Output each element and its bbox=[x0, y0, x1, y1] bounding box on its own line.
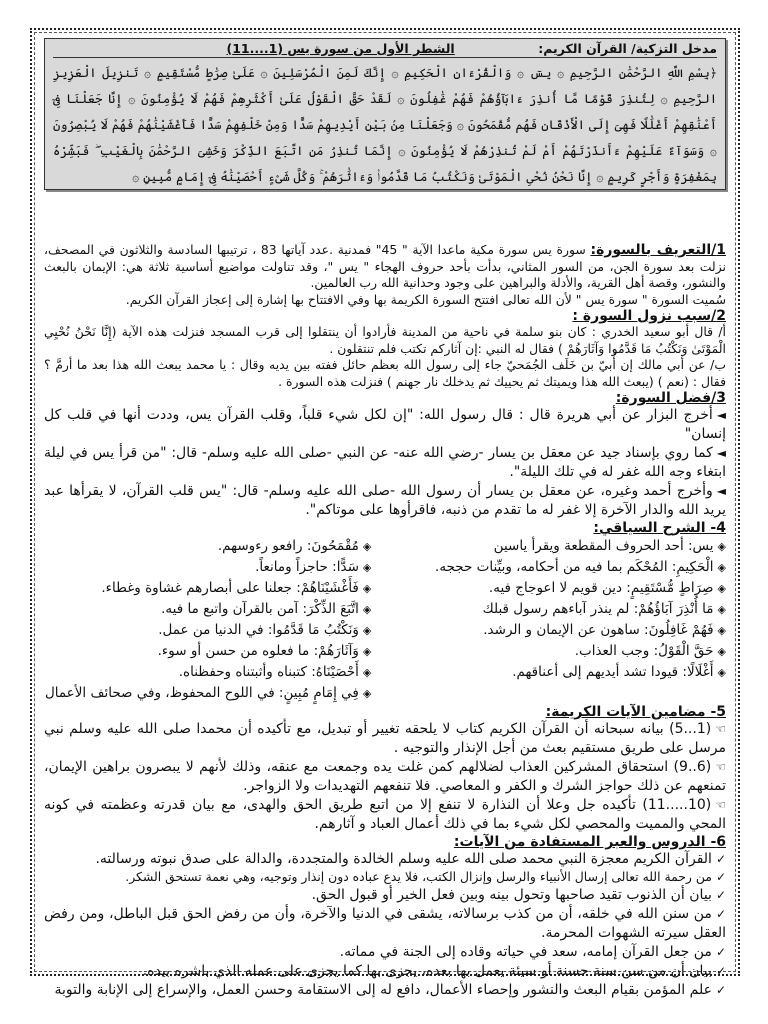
context-item: ◈مُقْمَحُونَ: رافعو رءوسهم. bbox=[44, 536, 371, 557]
diamond-icon: ◈ bbox=[362, 687, 372, 700]
contents-item: ☜(6..9) استحقاق المشركين العذاب لضلالهم كمن غلت يده وجمعت مع عنقه، وذلك لأنهم لا يبصرون براهين الإيمان، تمنعهم عن ذلك حواجز الشرك و الكفر و المعاصي. فلا تنفعهم التهديدات ولا الزواجر. bbox=[44, 759, 726, 794]
hand-pointer-icon: ☜ bbox=[715, 722, 726, 736]
context-right-column bbox=[399, 536, 726, 704]
section-revelation-title: 2/سبب نزول السورة : bbox=[572, 308, 726, 324]
diamond-icon: ◈ bbox=[717, 645, 726, 658]
diamond-icon: ◈ bbox=[717, 561, 726, 574]
lesson-item: ✓من رحمة الله تعالى إرسال الأنبياء والرسل وإنزال الكتب، فلا يدع عباده دون إنذار وتوجيه، وهي نعمة تستحق الشكر. bbox=[125, 869, 726, 884]
hand-pointer-icon: ☜ bbox=[715, 760, 726, 774]
context-item: ◈فِي إِمَامٍ مُبِينٍ: في اللوح المحفوظ، وفي صحائف الأعمال bbox=[44, 683, 371, 704]
check-icon: ✓ bbox=[715, 906, 726, 921]
lesson-item: ✓من جعل القرآن إمامه، سعد في حياته وقاده إلى الجنة في مماته. bbox=[339, 943, 726, 960]
diamond-icon: ◈ bbox=[717, 540, 726, 553]
section-context bbox=[44, 520, 726, 704]
section-definition-naming: سُميت السورة " سورة يس " لأن الله تعالى افتتح السورة الكريمة بها وفي الافتتاح بها إشارة إلى إعجاز القرآن الكريم. bbox=[125, 291, 726, 307]
revelation-b: ب/ عن أبي مالك إن أُبيّ بن خَلَف الجُمَحيّ جاء إلى رسول الله بعظم حائل ففته بين يديه وقال : يا محمد يبعث الله هذا بعد ما أرمَّ ؟ فقال : (نعم ) (يبعث الله هذا ويميتك ثم يحييك ثم يدخلك نار جهنم ) فنزلت هذه السورة . bbox=[44, 357, 726, 389]
context-item: ◈اتَّبَعَ الذِّكْرَ: آمن بالقرآن واتبع ما فيه. bbox=[44, 599, 371, 620]
context-item: ◈أَحْصَيْنَاهُ: كتبناه وأثبتناه وحفظناه. bbox=[44, 662, 371, 683]
context-item: ◈وَنَكْتُبُ مَا قَدَّمُوا: في الدنيا من عمل. bbox=[44, 620, 371, 641]
diamond-icon: ◈ bbox=[362, 645, 372, 658]
diamond-icon: ◈ bbox=[717, 624, 726, 637]
quran-header-title: مدخل التزكية/ القرآن الكريم: bbox=[538, 41, 717, 56]
lesson-item: ✓بيان أن الذنوب تقيد صاحبها وتحول بينه وبين فعل الخير أو قبول الحق. bbox=[311, 886, 726, 903]
section-definition-text: سورة يس سورة مكية ماعدا الآية " 45" فمدنية .عدد آياتها 83 ، ترتيبها السادسة والثلاثون في المصحف، نزلت بعد سورة الجن، من السور المثاني، بدأت بأحد حروف الهجاء " يس "، وقد تناولت مواضيع أساسية ثلاثة هي: الإيمان بالبعث والنشور، وقصة أهل القرية، والأدلة والبراهين على وجود وحدانية الله رب العالمين. bbox=[44, 242, 726, 290]
contents-item: ☜(1...5) بيانه سبحانه أن القرآن الكريم كتاب لا يلحقه تغيير أو تبديل، مع تأكيده أن محمدا صلى الله عليه وسلم نبي مرسل على طريق مستقيم بعث من أجل الإنذار والتوجيه . bbox=[44, 721, 726, 756]
diamond-icon: ◈ bbox=[717, 582, 726, 595]
context-item: ◈فَهُمْ غَافِلُونَ: ساهون عن الإيمان و الرشد. bbox=[399, 620, 726, 641]
quran-box bbox=[44, 38, 726, 190]
diamond-icon: ◈ bbox=[362, 624, 372, 637]
context-columns bbox=[44, 536, 726, 704]
section-virtue-title: 3/فضل السورة: bbox=[615, 390, 726, 406]
section-virtue bbox=[44, 390, 726, 520]
diamond-icon: ◈ bbox=[362, 561, 372, 574]
section-lessons-title: 6- الدروس والعبر المستفادة من الآيات: bbox=[453, 834, 726, 850]
context-item: ◈حَقَّ الْقَوْلُ: وجب العذاب. bbox=[399, 641, 726, 662]
quran-header bbox=[53, 41, 717, 58]
check-icon: ✓ bbox=[715, 944, 726, 959]
lesson-item: ✓بيان أن من سن سنة حسنة أو سيئة يعمل بها بعده، يجزى بها كما يجزى على عمله الذي باشره بيده. bbox=[142, 962, 726, 979]
lesson-item: ✓من سنن الله في خلقه، أن من كذب برسالاته، يشقى في الدنيا والآخرة، وأن من رفض الحق قبل الباطل، ومن رفض العقل سيرته الشهوات المحرمة. bbox=[44, 905, 726, 941]
context-item: ◈سَدًّا: حاجزاً ومانعاً. bbox=[44, 557, 371, 578]
check-icon: ✓ bbox=[715, 887, 726, 902]
arrow-icon: ◄ bbox=[716, 484, 726, 498]
lesson-item: ✓القرآن الكريم معجزة النبي محمد صلى الله عليه وسلم الخالدة والمتجددة، والدالة على صدق نبوته ورسالته. bbox=[95, 851, 726, 867]
context-item: ◈يس: أحد الحروف المقطعة ويقرأ ياسين bbox=[399, 536, 726, 557]
section-contents-title: 5- مضامين الآيات الكريمة: bbox=[545, 704, 726, 720]
context-item: ◈مَا أُنْذِرَ آبَاؤُهُمْ: لم ينذر آباءهم رسول قبلك bbox=[399, 599, 726, 620]
check-icon: ✓ bbox=[715, 982, 726, 997]
section-definition bbox=[44, 242, 726, 308]
contents-item: ☜(10.....11) تأكيده جل وعلا أن النذارة لا تنفع إلا من اتبع طريق الحق والهدى، مع بيان قدرته وعظمته في كونه المحي والمميت والمحصي لكل شيء بما في ذلك أعمال العباد و آثارهم. bbox=[44, 797, 726, 832]
context-item: ◈فَأَغْشَيْنَاهُمْ: جعلنا على أبصارهم غشاوة وغطاء. bbox=[44, 578, 371, 599]
hand-pointer-icon: ☜ bbox=[715, 798, 726, 812]
revelation-a: أ/ قال أبو سعيد الخدري : كان بنو سلمة في ناحية من المدينة فأرادوا أن ينتقلوا إلى قرب المسجد فنزلت هذه الآية (إِنَّا نَحْنُ نُحْيِي الْمَوْتَىٰ وَنَكْتُبُ مَا قَدَّمُوا وَآثَارَهُمْ ) فقال له النبي :إن آثاركم تكتب فلم تنتقلون . bbox=[44, 324, 726, 356]
check-icon: ✓ bbox=[715, 852, 726, 866]
check-icon: ✓ bbox=[715, 870, 726, 884]
arrow-icon: ◄ bbox=[716, 446, 726, 460]
virtue-item: ◄أخرج البزار عن أبي هريرة قال : قال رسول الله: "إن لكل شيء قلباً، وقلب القرآن يس، وددت أنها في قلب كل إنسان" bbox=[44, 407, 726, 442]
section-revelation bbox=[44, 308, 726, 390]
arrow-icon: ◄ bbox=[716, 408, 726, 422]
context-left-column bbox=[44, 536, 371, 704]
section-contents bbox=[44, 704, 726, 834]
virtue-item: ◄كما روي بإسناد جيد عن معقل بن يسار -رضي الله عنه- عن النبي -صلى الله عليه وسلم- قال: "من قرأ يس في ليلة ابتغاء وجه الله غفر له في تلك الليلة". bbox=[44, 445, 726, 480]
diamond-icon: ◈ bbox=[362, 666, 372, 679]
quran-verses: ﴿بِسْمِ اللَّهِ الرَّحْمَٰنِ الرَّحِيمِ ۞ يسٓ ۞ وَالْقُرْءَانِ الْحَكِيمِ ۞ إِنَّكَ لَمِنَ الْمُرْسَلِينَ ۞ عَلَىٰ صِرَٰطٍ مُّسْتَقِيمٍ ۞ تَنزِيلَ الْعَزِيزِ الرَّحِيمِ ۞ لِتُنذِرَ قَوْمًا مَّا أُنذِرَ ءَابَآؤُهُمْ فَهُمْ غَٰفِلُونَ ۞ لَقَدْ حَقَّ الْقَوْلُ عَلَىٰ أَكْثَرِهِمْ فَهُمْ لَا يُؤْمِنُونَ ۞ إِنَّا جَعَلْنَا فِىٓ أَعْنَٰقِهِمْ أَغْلَٰلًا فَهِىَ إِلَى الْأَذْقَانِ فَهُم مُّقْمَحُونَ ۞ وَجَعَلْنَا مِنۢ بَيْنِ أَيْدِيهِمْ سَدًّا وَمِنْ خَلْفِهِمْ سَدًّا فَأَغْشَيْنَٰهُمْ فَهُمْ لَا يُبْصِرُونَ ۞ وَسَوَآءٌ عَلَيْهِمْ ءَأَنذَرْتَهُمْ أَمْ لَمْ تُنذِرْهُمْ لَا يُؤْمِنُونَ ۞ إِنَّمَا تُنذِرُ مَنِ اتَّبَعَ الذِّكْرَ وَخَشِىَ الرَّحْمَٰنَ بِالْغَيْبِ ۖ فَبَشِّرْهُ بِمَغْفِرَةٍ وَأَجْرٍ كَرِيمٍ ۞ إِنَّا نَحْنُ نُحْىِ الْمَوْتَىٰ وَنَكْتُبُ مَا قَدَّمُوا۟ وَءَاثَٰرَهُمْ ۚ وَكُلَّ شَىْءٍ أَحْصَيْنَٰهُ فِىٓ إِمَامٍ مُّبِينٍ ۞ bbox=[53, 65, 717, 184]
check-icon: ✓ bbox=[715, 963, 726, 978]
context-item: ◈وَآثَارَهُمْ: ما فعلوه من حسن أو سوء. bbox=[44, 641, 371, 662]
diamond-icon: ◈ bbox=[717, 603, 726, 616]
page-content bbox=[44, 38, 726, 1000]
context-item: ◈الْحَكِيمِ: المُحْكَم بما فيه من أحكامه، وبيِّنات حججه. bbox=[399, 557, 726, 578]
diamond-icon: ◈ bbox=[362, 540, 372, 553]
quran-header-range: الشطر الأول من سورة يس (1....11) bbox=[226, 41, 455, 56]
context-item: ◈صِرَاطٍ مُّسْتَقِيمٍ: دين قويم لا اعوجاج فيه. bbox=[399, 578, 726, 599]
section-definition-title: 1/التعريف بالسورة: bbox=[590, 242, 726, 258]
context-item: ◈أَغْلَالًا: قيودا تشد أيديهم إلى أعناقهم. bbox=[399, 662, 726, 683]
section-context-title: 4- الشرح السياقي: bbox=[593, 520, 726, 536]
virtue-item: ◄وأخرج أحمد وغيره، عن معقل بن يسار أن رسول الله -صلى الله عليه وسلم- قال: "يس قلب القرآن، لا يقرأها عبد يريد الله والدار الآخرة إلا غفر له ما تقدم من ذنبه، فاقرأوها على موتاكم". bbox=[44, 483, 726, 518]
lesson-item: ✓علم المؤمن بقيام البعث والنشور وإحصاء الأعمال، دافع له إلى الاستقامة وحسن العمل، والإسراع إلى الإنابة والتوبة bbox=[54, 981, 726, 998]
section-lessons bbox=[44, 834, 726, 1000]
diamond-icon: ◈ bbox=[362, 603, 372, 616]
diamond-icon: ◈ bbox=[717, 666, 726, 679]
diamond-icon: ◈ bbox=[362, 582, 372, 595]
